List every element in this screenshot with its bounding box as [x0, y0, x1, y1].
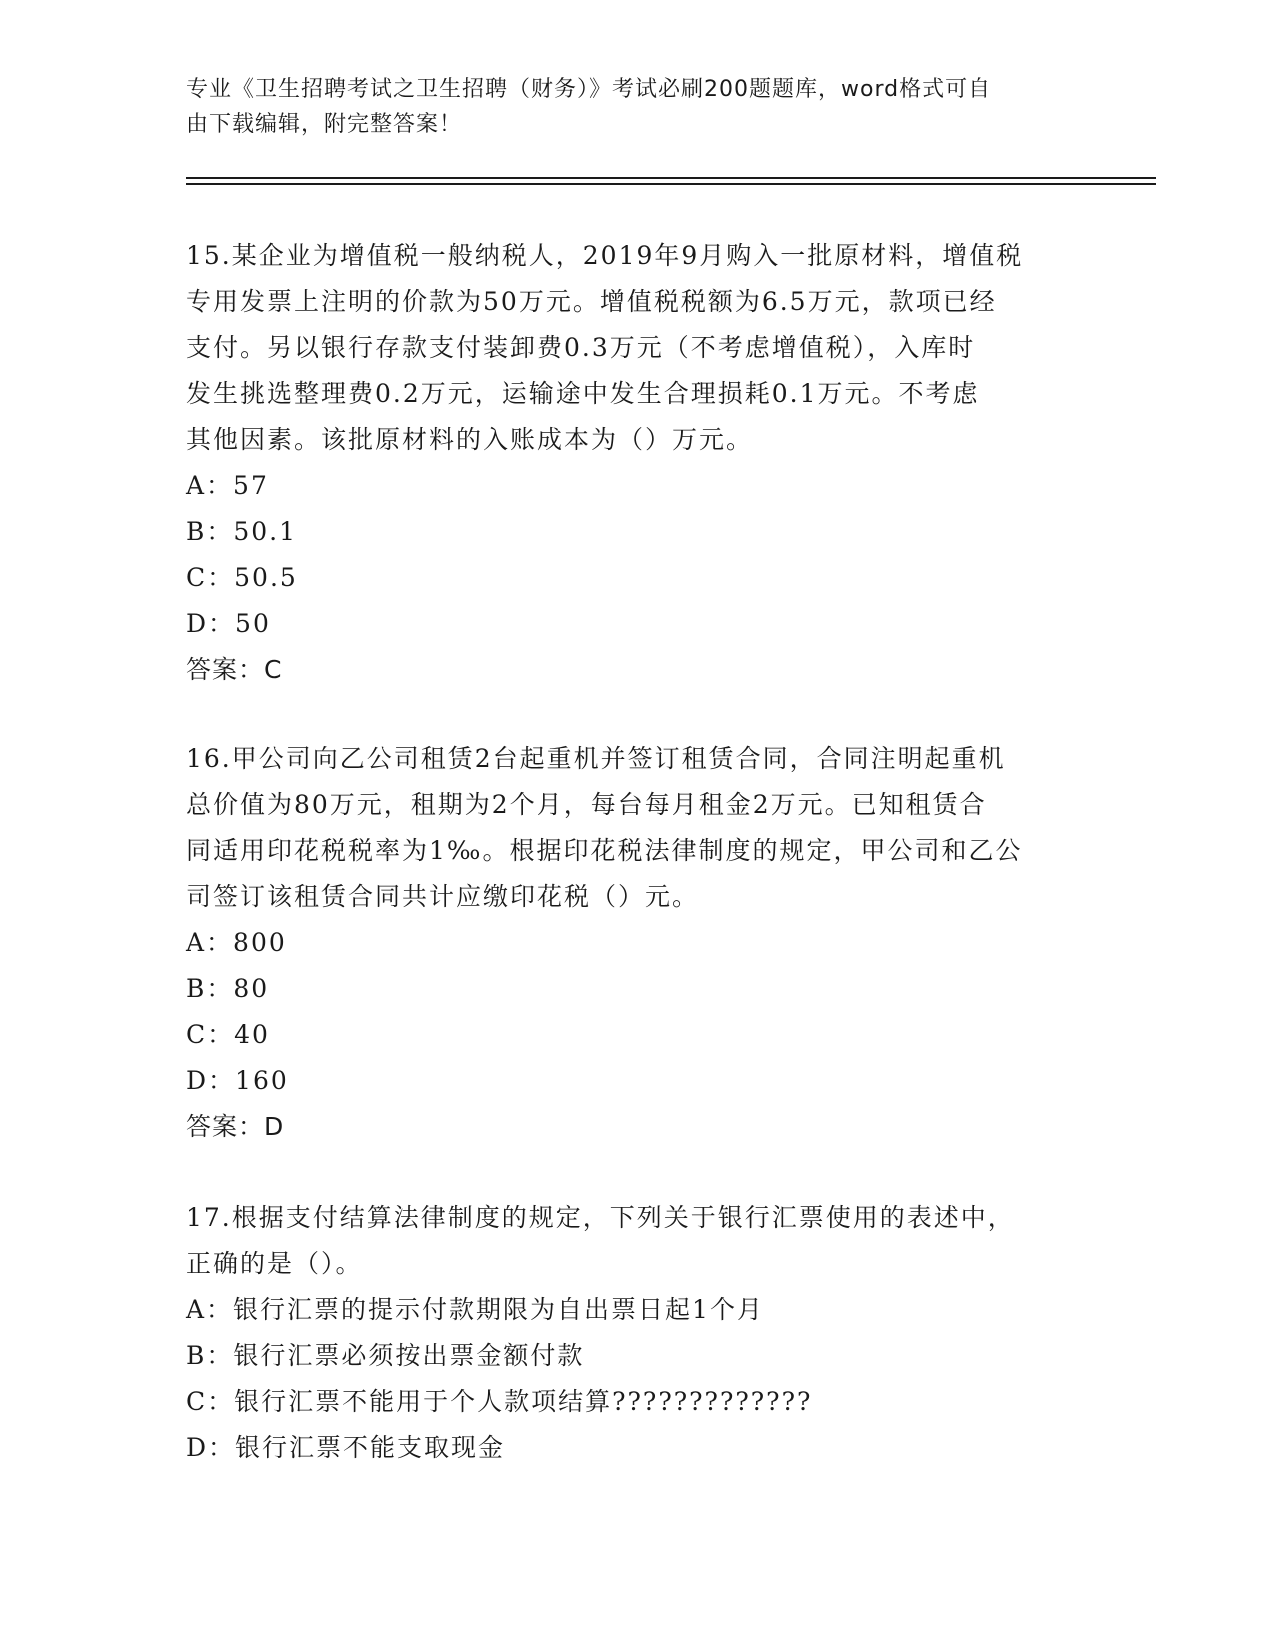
- header-divider-top: [186, 177, 1156, 179]
- question-stem-line: 发生挑选整理费0.2万元，运输途中发生合理损耗0.1万元。不考虑: [186, 379, 980, 408]
- document-header: [186, 72, 1066, 142]
- question-stem-line: 其他因素。该批原材料的入账成本为（）万元。: [186, 425, 754, 454]
- question-16: [186, 736, 1076, 1150]
- option-d: D：50: [186, 609, 271, 638]
- option-a: A：800: [186, 928, 287, 957]
- question-stem-line: 同适用印花税税率为1‰。根据印花税法律制度的规定，甲公司和乙公: [186, 836, 1023, 865]
- question-stem-line: 15.某企业为增值税一般纳税人，2019年9月购入一批原材料，增值税: [186, 241, 1024, 270]
- option-c: C：50.5: [186, 563, 298, 592]
- question-17: [186, 1195, 1076, 1471]
- header-divider-bottom: [186, 183, 1156, 185]
- option-a: A：银行汇票的提示付款期限为自出票日起1个月: [186, 1295, 764, 1324]
- option-b: B：80: [186, 974, 270, 1003]
- question-stem-line: 正确的是（）。: [186, 1249, 363, 1278]
- question-stem-line: 总价值为80万元，租期为2个月，每台每月租金2万元。已知租赁合: [186, 790, 987, 819]
- header-line-1: 专业《卫生招聘考试之卫生招聘（财务）》考试必刷200题题库，word格式可自: [186, 77, 992, 102]
- option-b: B：银行汇票必须按出票金额付款: [186, 1341, 585, 1370]
- question-15: [186, 233, 1076, 693]
- answer-label: 答案：C: [186, 655, 283, 684]
- option-b: B：50.1: [186, 517, 298, 546]
- header-line-2: 由下载编辑，附完整答案！: [186, 112, 463, 137]
- question-stem-line: 司签订该租赁合同共计应缴印花税（）元。: [186, 882, 700, 911]
- option-d: D：银行汇票不能支取现金: [186, 1433, 506, 1462]
- option-c: C：银行汇票不能用于个人款项结算?????????????: [186, 1387, 813, 1416]
- answer-label: 答案：D: [186, 1112, 285, 1141]
- option-c: C：40: [186, 1020, 270, 1049]
- question-stem-line: 专用发票上注明的价款为50万元。增值税税额为6.5万元，款项已经: [186, 287, 997, 316]
- option-a: A：57: [186, 471, 269, 500]
- question-stem-line: 16.甲公司向乙公司租赁2台起重机并签订租赁合同，合同注明起重机: [186, 744, 1006, 773]
- option-d: D：160: [186, 1066, 289, 1095]
- question-stem-line: 17.根据支付结算法律制度的规定，下列关于银行汇票使用的表述中，: [186, 1203, 1015, 1232]
- question-stem-line: 支付。另以银行存款支付装卸费0.3万元（不考虑增值税），入库时: [186, 333, 976, 362]
